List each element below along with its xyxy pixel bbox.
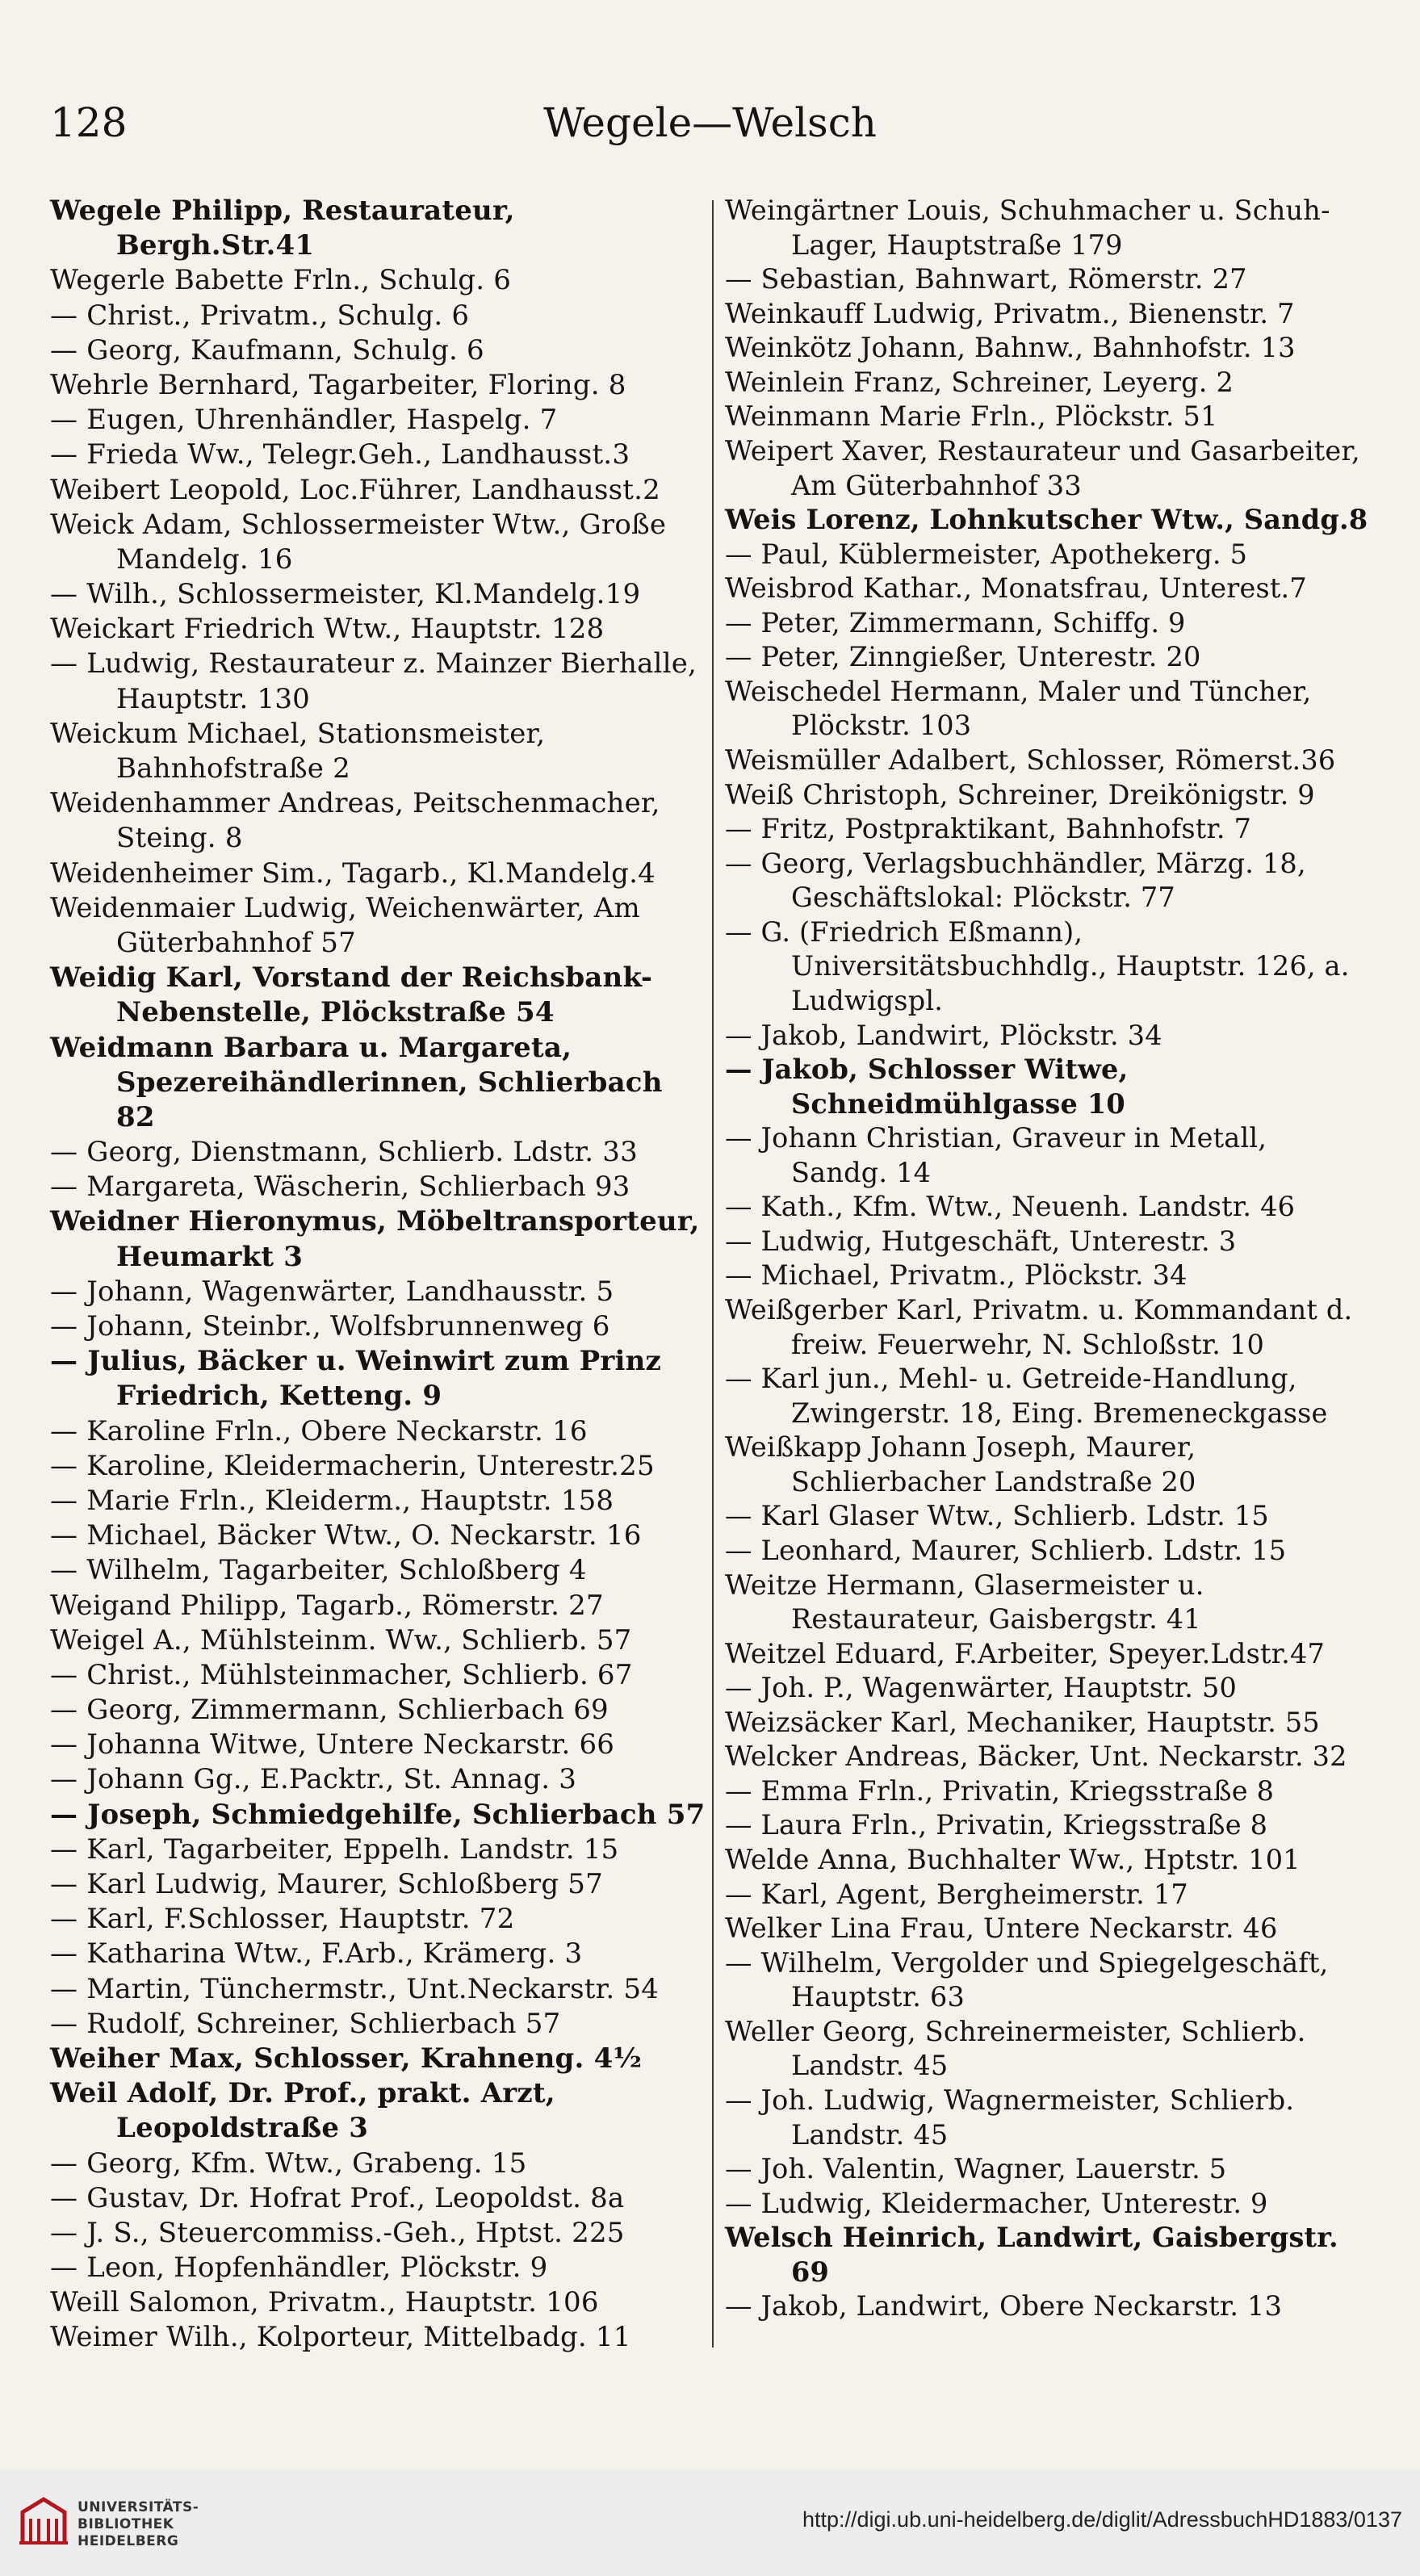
directory-entry: Weißgerber Karl, Privatm. u. Kommandant d. freiw. Feuerwehr, N. Schloßstr. 10 [725,1294,1353,1360]
directory-entry: — Karoline Frln., Obere Neckarstr. 16 [50,1414,588,1447]
directory-entry: — Margareta, Wäscherin, Schlierbach 93 [50,1171,630,1204]
directory-entry: Welker Lina Frau, Untere Neckarstr. 46 [725,1912,1278,1945]
directory-entry: — Sebastian, Bahnwart, Römerstr. 27 [725,263,1247,295]
directory-entry: — Johann, Steinbr., Wolfsbrunnenweg 6 [50,1310,610,1342]
directory-entry: Weidenhammer Andreas, Peitschenmacher, Steing. 8 [50,787,660,855]
directory-entry: — Ludwig, Kleidermacher, Unterestr. 9 [725,2187,1268,2219]
directory-entry: Weingärtner Louis, Schuhmacher u. Schuh-Lager, Hauptstraße 179 [725,195,1330,261]
directory-entry: Welsch Heinrich, Landwirt, Gaisbergstr. 69 [725,2222,1338,2288]
directory-entry: Weischedel Hermann, Maler und Tüncher, Plöckstr. 103 [725,675,1312,742]
directory-entry: Weiß Christoph, Schreiner, Dreikönigstr. 9 [725,778,1315,810]
directory-entry: — Jakob, Landwirt, Plöckstr. 34 [725,1019,1162,1051]
directory-entry: — Johann Christian, Graveur in Metall, Sandg. 14 [725,1122,1267,1188]
directory-entry: Weidenheimer Sim., Tagarb., Kl.Mandelg.4 [50,857,656,890]
directory-entry: Weidmann Barbara u. Margareta, Spezereihändlerinnen, Schlierbach 82 [50,1031,663,1133]
directory-entry: — Frieda Ww., Telegr.Geh., Landhausst.3 [50,438,630,471]
directory-entry: — Michael, Privatm., Plöckstr. 34 [725,1259,1188,1292]
directory-entry: Wegele Philipp, Restaurateur, Bergh.Str.41 [50,195,515,262]
directory-entry: Welde Anna, Buchhalter Ww., Hptstr. 101 [725,1844,1301,1875]
left-column [50,194,708,2356]
directory-entry: — Jakob, Landwirt, Obere Neckarstr. 13 [725,2290,1283,2323]
directory-entry: — Laura Frln., Privatin, Kriegsstraße 8 [725,1809,1268,1841]
directory-entry: Wehrle Bernhard, Tagarbeiter, Floring. 8 [50,368,626,401]
directory-entry: Weißkapp Johann Joseph, Maurer, Schlierbacher Landstraße 20 [725,1431,1196,1497]
directory-entry: — Karl jun., Mehl- u. Getreide-Handlung, Zwingerstr. 18, Eing. Bremeneckgasse [725,1363,1328,1429]
directory-entry: — J. S., Steuercommiss.-Geh., Hptst. 225 [50,2216,625,2249]
directory-entry: — Karl, Tagarbeiter, Eppelh. Landstr. 15 [50,1833,619,1866]
directory-entry: — Leon, Hopfenhändler, Plöckstr. 9 [50,2251,548,2285]
directory-entry: — Paul, Küblermeister, Apothekerg. 5 [725,538,1248,570]
directory-entry: — Joh. Valentin, Wagner, Lauerstr. 5 [725,2153,1227,2185]
directory-entry: — Ludwig, Hutgeschäft, Unterestr. 3 [725,1225,1237,1257]
right-column [725,194,1371,2324]
directory-entry: — Georg, Dienstmann, Schlierb. Ldstr. 33 [50,1136,638,1169]
logo-line: UNIVERSITÄTS- [77,2499,199,2515]
directory-entry: Weigel A., Mühlsteinm. Ww., Schlierb. 57 [50,1623,632,1657]
directory-entry: — Leonhard, Maurer, Schlierb. Ldstr. 15 [725,1534,1287,1566]
directory-entry: Weidenmaier Ludwig, Weichenwärter, Am Güterbahnhof 57 [50,891,640,959]
directory-entry: — Karoline, Kleidermacherin, Unterestr.25 [50,1449,655,1482]
directory-entry: — Karl, F.Schlosser, Hauptstr. 72 [50,1903,515,1936]
directory-entry: — Joh. P., Wagenwärter, Hauptstr. 50 [725,1672,1238,1704]
page-number: 128 [50,99,128,146]
directory-entry: — Eugen, Uhrenhändler, Haspelg. 7 [50,404,558,437]
directory-entry: Weinkauff Ludwig, Privatm., Bienenstr. 7 [725,297,1295,329]
directory-entry: — Karl Ludwig, Maurer, Schloßberg 57 [50,1868,603,1900]
directory-entry: Weismüller Adalbert, Schlosser, Römerst.36 [725,744,1336,776]
directory-entry: Weis Lorenz, Lohnkutscher Wtw., Sandg.8 [725,504,1368,536]
directory-entry: — Karl, Agent, Bergheimerstr. 17 [725,1878,1188,1910]
directory-entry: — Georg, Kaufmann, Schulg. 6 [50,333,484,367]
directory-entry: Weibert Leopold, Loc.Führer, Landhausst.2 [50,473,661,506]
directory-entry: — Julius, Bäcker u. Weinwirt zum Prinz Friedrich, Ketteng. 9 [50,1345,661,1413]
directory-entry: — G. (Friedrich Eßmann), Universitätsbuchhdlg., Hauptstr. 126, a. Ludwigspl. [725,915,1350,1016]
directory-entry: — Joseph, Schmiedgehilfe, Schlierbach 57 [50,1798,706,1831]
directory-entry: — Peter, Zinngießer, Unterestr. 20 [725,641,1201,673]
directory-entry: — Jakob, Schlosser Witwe, Schneidmühlgasse 10 [725,1053,1129,1120]
directory-entry: — Christ., Mühlsteinmacher, Schlierb. 67 [50,1658,633,1691]
logo-line: HEIDELBERG [77,2533,179,2549]
directory-entry: — Michael, Bäcker Wtw., O. Neckarstr. 16 [50,1519,642,1552]
directory-entry: Weil Adolf, Dr. Prof., prakt. Arzt, Leopoldstraße 3 [50,2077,555,2145]
directory-entry: Weick Adam, Schlossermeister Wtw., Große Mandelg. 16 [50,508,667,576]
directory-entry: Weiher Max, Schlosser, Krahneng. 4½ [50,2042,643,2075]
source-url-link[interactable]: http://digi.ub.uni-heidelberg.de/diglit/AdressbuchHD1883/0137 [802,2507,1402,2532]
directory-entry: — Christ., Privatm., Schulg. 6 [50,299,470,332]
directory-entry: Weidig Karl, Vorstand der Reichsbank-Nebenstelle, Plöckstraße 54 [50,961,653,1029]
directory-entry: — Ludwig, Restaurateur z. Mainzer Bierhalle, Hauptstr. 130 [50,647,697,715]
directory-entry: Weinmann Marie Frln., Plöckstr. 51 [725,400,1218,433]
directory-entry: Weisbrod Kathar., Monatsfrau, Unterest.7 [725,572,1307,605]
directory-entry: Weinlein Franz, Schreiner, Leyerg. 2 [725,366,1234,398]
directory-entry: — Wilhelm, Vergolder und Spiegelgeschäft, Hauptstr. 63 [725,1946,1329,2013]
directory-entry: — Kath., Kfm. Wtw., Neuenh. Landstr. 46 [725,1191,1296,1223]
directory-entry: Wegerle Babette Frln., Schulg. 6 [50,264,512,297]
directory-entry: — Katharina Wtw., F.Arb., Krämerg. 3 [50,1937,583,1971]
directory-entry: — Emma Frln., Privatin, Kriegsstraße 8 [725,1774,1275,1807]
directory-entry: — Georg, Verlagsbuchhändler, Märzg. 18, Geschäftslokal: Plöckstr. 77 [725,847,1306,914]
directory-entry: — Karl Glaser Wtw., Schlierb. Ldstr. 15 [725,1500,1269,1532]
directory-entry: Weickart Friedrich Wtw., Hauptstr. 128 [50,613,605,646]
directory-entry: Welcker Andreas, Bäcker, Unt. Neckarstr. 32 [725,1740,1347,1773]
directory-entry: Weidner Hieronymus, Möbeltransporteur, Heumarkt 3 [50,1205,700,1273]
directory-entry: — Rudolf, Schreiner, Schlierbach 57 [50,2007,561,2040]
directory-entry: — Johanna Witwe, Untere Neckarstr. 66 [50,1728,615,1761]
directory-entry: — Peter, Zimmermann, Schiffg. 9 [725,606,1186,639]
directory-entry: — Martin, Tünchermstr., Unt.Neckarstr. 54 [50,1972,660,2005]
footer-bar [0,2470,1420,2576]
directory-entry: Weickum Michael, Stationsmeister, Bahnhofstraße 2 [50,717,546,785]
directory-entry: — Georg, Zimmermann, Schlierbach 69 [50,1694,609,1727]
directory-entry: — Georg, Kfm. Wtw., Grabeng. 15 [50,2147,527,2180]
directory-entry: — Wilh., Schlossermeister, Kl.Mandelg.19 [50,578,641,611]
directory-entry: Weizsäcker Karl, Mechaniker, Hauptstr. 55 [725,1706,1320,1738]
directory-entry: — Johann, Wagenwärter, Landhausstr. 5 [50,1275,614,1308]
directory-entry: — Wilhelm, Tagarbeiter, Schloßberg 4 [50,1554,587,1587]
library-logo-text[interactable] [77,2499,199,2550]
library-logo-icon[interactable] [18,2494,69,2546]
directory-entry: Weller Georg, Schreinermeister, Schlierb. Landstr. 45 [725,2015,1306,2082]
column-divider [712,200,714,2348]
directory-entry: Weill Salomon, Privatm., Hauptstr. 106 [50,2286,599,2319]
directory-entry: Weitzel Eduard, F.Arbeiter, Speyer.Ldstr.47 [725,1637,1326,1669]
directory-entry: — Gustav, Dr. Hofrat Prof., Leopoldst. 8a [50,2181,625,2214]
directory-entry: Weipert Xaver, Restaurateur und Gasarbeiter, Am Güterbahnhof 33 [725,434,1360,501]
directory-entry: — Fritz, Postpraktikant, Bahnhofstr. 7 [725,813,1252,845]
directory-entry: Weigand Philipp, Tagarb., Römerstr. 27 [50,1589,604,1622]
logo-line: BIBLIOTHEK [77,2516,174,2532]
directory-entry: Weitze Hermann, Glasermeister u. Restaurateur, Gaisbergstr. 41 [725,1569,1204,1636]
directory-entry: Weimer Wilh., Kolporteur, Mittelbadg. 11 [50,2321,631,2354]
directory-entry: — Joh. Ludwig, Wagnermeister, Schlierb. Landstr. 45 [725,2084,1295,2151]
directory-entry: — Johann Gg., E.Packtr., St. Annag. 3 [50,1763,577,1796]
directory-entry: — Marie Frln., Kleiderm., Hauptstr. 158 [50,1484,614,1517]
directory-entry: Weinkötz Johann, Bahnw., Bahnhofstr. 13 [725,332,1296,364]
running-head: Wegele—Welsch [543,99,877,146]
